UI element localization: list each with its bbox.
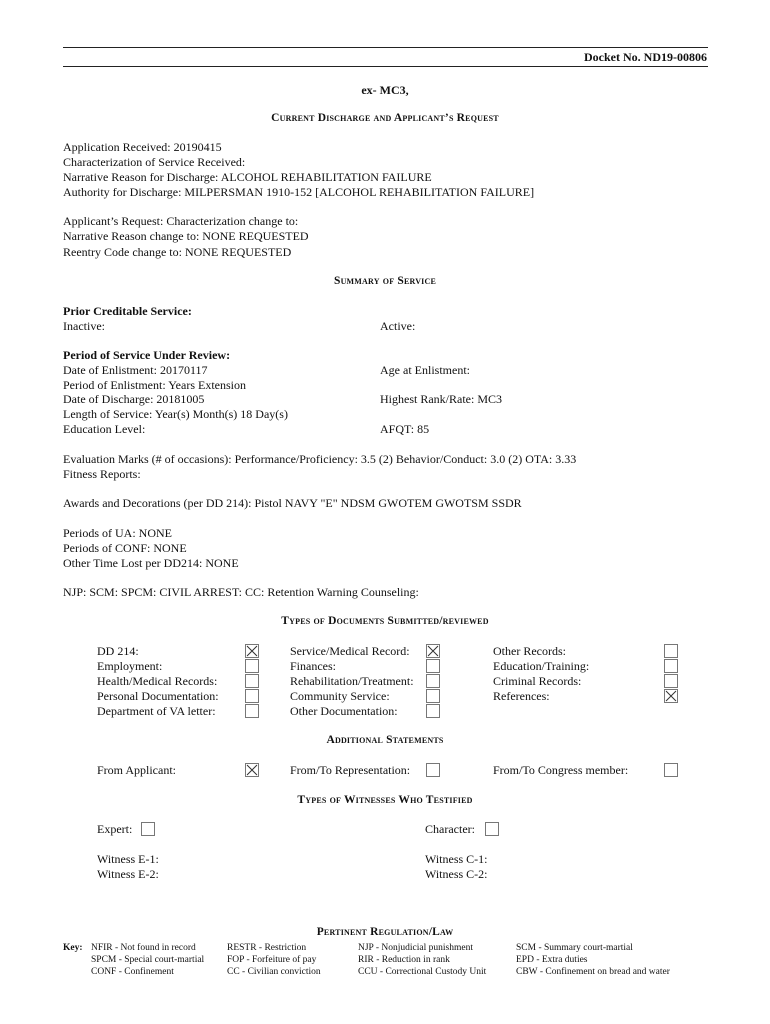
afqt-score: AFQT: 85 xyxy=(380,422,430,436)
period-heading: Period of Service Under Review: xyxy=(63,348,231,362)
education-level: Education Level: xyxy=(63,422,146,436)
doc-finances: Finances: xyxy=(290,659,336,673)
checkbox-dd214[interactable] xyxy=(245,644,259,658)
key-nfir: NFIR - Not found in record xyxy=(91,943,196,953)
checkbox-other-documentation[interactable] xyxy=(426,704,440,718)
witness-character-label: Character: xyxy=(425,822,475,836)
key-fop: FOP - Forfeiture of pay xyxy=(227,955,317,965)
doc-community-service: Community Service: xyxy=(290,689,390,703)
key-column-1 xyxy=(91,942,204,978)
evaluation-marks: Evaluation Marks (# of occasions): Performance/Proficiency: 3.5 (2) Behavior/Conduct: 3.0 (2) OTA: 3.33 xyxy=(63,452,577,466)
statement-representation: From/To Representation: xyxy=(290,763,411,777)
witness-c2: Witness C-2: xyxy=(425,867,488,881)
doc-other-records: Other Records: xyxy=(493,644,566,658)
date-of-discharge: Date of Discharge: 20181005 xyxy=(63,392,205,406)
statement-congress: From/To Congress member: xyxy=(493,763,629,777)
fitness-reports: Fitness Reports: xyxy=(63,467,141,481)
periods-of-conf: Periods of CONF: NONE xyxy=(63,541,187,555)
section-documents: Types of Documents Submitted/reviewed xyxy=(281,615,489,627)
checkbox-va-letter[interactable] xyxy=(245,704,259,718)
doc-rehabilitation: Rehabilitation/Treatment: xyxy=(290,674,414,688)
checkbox-references[interactable] xyxy=(664,689,678,703)
checkbox-representation[interactable] xyxy=(426,763,440,777)
narrative-reason: Narrative Reason for Discharge: ALCOHOL REHABILITATION FAILURE xyxy=(63,170,432,184)
key-rir: RIR - Reduction in rank xyxy=(358,955,450,965)
witness-e1: Witness E-1: xyxy=(97,852,159,866)
header-rule xyxy=(63,66,708,67)
checkbox-employment[interactable] xyxy=(245,659,259,673)
section-pertinent-regulation: Pertinent Regulation/Law xyxy=(316,926,454,938)
doc-service-medical: Service/Medical Record: xyxy=(290,644,410,658)
doc-va-letter: Department of VA letter: xyxy=(97,704,216,718)
length-of-service: Length of Service: Year(s) Month(s) 18 Day(s) xyxy=(63,407,288,421)
doc-education-training: Education/Training: xyxy=(493,659,590,673)
section-current-discharge: Current Discharge and Applicant’s Request xyxy=(271,112,499,124)
checkbox-character[interactable] xyxy=(485,822,499,836)
age-at-enlistment: Age at Enlistment: xyxy=(380,363,470,377)
key-column-4 xyxy=(516,942,670,978)
witness-c1: Witness C-1: xyxy=(425,852,488,866)
characterization-received: Characterization of Service Received: xyxy=(63,155,246,169)
checkbox-rehabilitation[interactable] xyxy=(426,674,440,688)
checkbox-other-records[interactable] xyxy=(664,644,678,658)
section-witnesses: Types of Witnesses Who Testified xyxy=(297,794,473,806)
key-scm: SCM - Summary court-martial xyxy=(516,943,633,953)
docket-number: Docket No. ND19-00806 xyxy=(584,50,707,64)
awards-decorations: Awards and Decorations (per DD 214): Pistol NAVY "E" NDSM GWOTEM GWOTSM SSDR xyxy=(63,496,522,510)
key-label: Key: xyxy=(63,943,83,953)
key-spcm: SPCM - Special court-martial xyxy=(91,955,205,965)
checkbox-health-medical[interactable] xyxy=(245,674,259,688)
doc-other-documentation: Other Documentation: xyxy=(290,704,398,718)
checkbox-finances[interactable] xyxy=(426,659,440,673)
checkbox-from-applicant[interactable] xyxy=(245,763,259,777)
checkbox-criminal-records[interactable] xyxy=(664,674,678,688)
doc-references: References: xyxy=(493,689,550,703)
key-conf: CONF - Confinement xyxy=(91,967,174,977)
narrative-change: Narrative Reason change to: NONE REQUESTED xyxy=(63,229,309,243)
prior-inactive: Inactive: xyxy=(63,319,105,333)
doc-health-medical: Health/Medical Records: xyxy=(97,674,218,688)
doc-personal: Personal Documentation: xyxy=(97,689,219,703)
doc-dd214: DD 214: xyxy=(97,644,139,658)
key-column-2 xyxy=(227,942,321,978)
key-ccu: CCU - Correctional Custody Unit xyxy=(358,967,487,977)
period-of-enlistment: Period of Enlistment: Years Extension xyxy=(63,378,246,392)
key-cc: CC - Civilian conviction xyxy=(227,967,321,977)
key-column-3 xyxy=(358,942,486,978)
checkbox-community-service[interactable] xyxy=(426,689,440,703)
statement-from-applicant: From Applicant: xyxy=(97,763,176,777)
checkbox-education-training[interactable] xyxy=(664,659,678,673)
njp-line: NJP: SCM: SPCM: CIVIL ARREST: CC: Retention Warning Counseling: xyxy=(63,585,419,599)
witness-expert-label: Expert: xyxy=(97,822,133,836)
witness-e2: Witness E-2: xyxy=(97,867,159,881)
authority-discharge: Authority for Discharge: MILPERSMAN 1910-152 [ALCOHOL REHABILITATION FAILURE] xyxy=(63,185,535,199)
applicant-title: ex- MC3, xyxy=(361,83,409,97)
checkbox-congress[interactable] xyxy=(664,763,678,777)
other-time-lost: Other Time Lost per DD214: NONE xyxy=(63,556,239,570)
section-summary-of-service: Summary of Service xyxy=(333,275,437,287)
doc-employment: Employment: xyxy=(97,659,163,673)
checkbox-service-medical[interactable] xyxy=(426,644,440,658)
top-rule xyxy=(63,47,708,48)
prior-service-heading: Prior Creditable Service: xyxy=(63,304,192,318)
reentry-change: Reentry Code change to: NONE REQUESTED xyxy=(63,245,292,259)
doc-criminal-records: Criminal Records: xyxy=(493,674,582,688)
date-of-enlistment: Date of Enlistment: 20170117 xyxy=(63,363,208,377)
checkbox-expert[interactable] xyxy=(141,822,155,836)
periods-of-ua: Periods of UA: NONE xyxy=(63,526,172,540)
application-received: Application Received: 20190415 xyxy=(63,140,222,154)
key-restr: RESTR - Restriction xyxy=(227,943,307,953)
highest-rank: Highest Rank/Rate: MC3 xyxy=(380,392,502,406)
checkbox-personal[interactable] xyxy=(245,689,259,703)
key-epd: EPD - Extra duties xyxy=(516,955,588,965)
prior-active: Active: xyxy=(380,319,416,333)
applicant-request: Applicant’s Request: Characterization change to: xyxy=(63,214,299,228)
section-additional-statements: Additional Statements xyxy=(326,734,444,746)
key-cbw: CBW - Confinement on bread and water xyxy=(516,967,670,977)
key-njp: NJP - Nonjudicial punishment xyxy=(358,943,473,953)
